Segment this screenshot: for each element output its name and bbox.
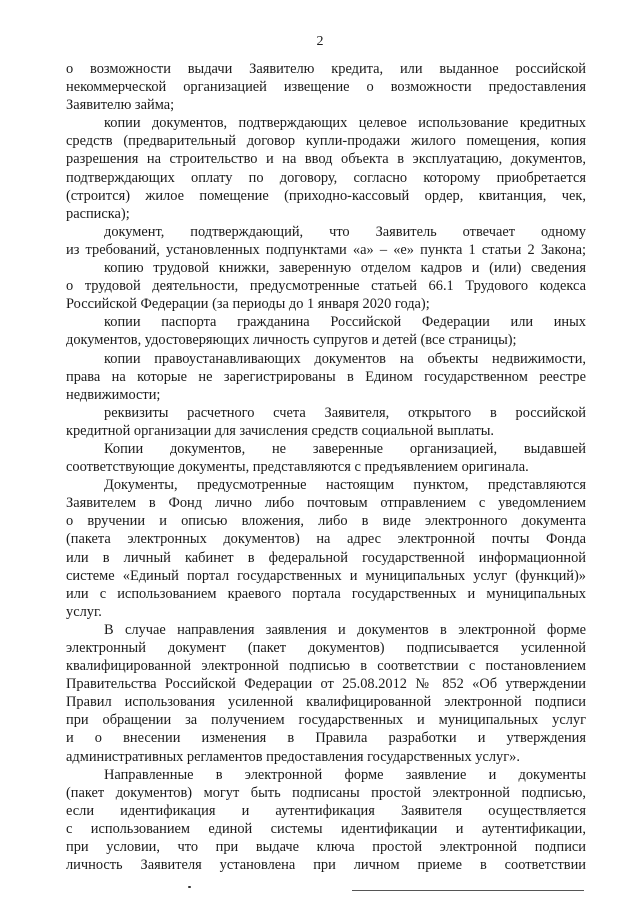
text-line: соответствующие документы, представляются с предъявлением оригинала. [66, 459, 529, 476]
scan-edge-line [352, 890, 584, 891]
text-line: разрешения на строительство и на ввод объекта в эксплуатацию, документов, [66, 151, 586, 168]
text-line: расписка); [66, 205, 130, 222]
text-line: системе «Единый портал государственных и муниципальных услуг (функций)» [66, 567, 586, 584]
text-line: копию трудовой книжки, заверенную отделом кадров и (или) сведения [104, 260, 586, 277]
text-line: (пакет документов) могут быть подписаны простой электронной подписью, [66, 784, 586, 801]
text-line: В случае направления заявления и документов в электронной форме [104, 621, 586, 638]
text-line: при условии, что при выдаче ключа простой электронной подписи [66, 839, 586, 856]
text-line: кредитной организации для зачисления средств социальной выплаты. [66, 422, 495, 439]
text-line: реквизиты расчетного счета Заявителя, открытого в российской [104, 404, 586, 421]
text-line: о вручении и описью вложения, либо в виде электронного документа [66, 513, 586, 530]
text-line: копии документов, подтверждающих целевое использование кредитных [104, 115, 586, 132]
text-line: документов, удостоверяющих личность супругов и детей (все страницы); [66, 332, 517, 349]
text-line: или в личный кабинет в федеральной государственной информационной [66, 549, 586, 566]
text-line: электронный документ (пакет документов) подписывается усиленной [66, 640, 586, 656]
text-line: Документы, предусмотренные настоящим пунктом, представляются [104, 477, 586, 494]
text-line: Правительства Российской Федерации от 25.08.2012 № 852 «Об утверждении [66, 676, 586, 693]
text-line: (строится) жилое помещение (приходно-кассовый ордер, квитанция, чек, [66, 187, 586, 204]
text-line: о трудовой деятельности, предусмотренные статьей 66.1 Трудового кодекса [66, 278, 586, 295]
text-line: Российской Федерации (за периоды до 1 января 2020 года); [66, 296, 430, 313]
text-line: о возможности выдачи Заявителю кредита, или выданное российской [66, 61, 586, 77]
text-line: если идентификация и аутентификация Заявителя осуществляется [66, 802, 586, 819]
text-line: некоммерческой организацией извещение о возможности предоставления [66, 79, 586, 96]
text-line: средств (предварительный договор купли-продажи жилого помещения, копия [66, 133, 586, 150]
text-line: Заявителю займа; [66, 97, 175, 114]
text-line: копии паспорта гражданина Российской Федерации или иных [104, 314, 586, 331]
text-line: Направленные в электронной форме заявление и документы [104, 766, 586, 783]
text-line: документ, подтверждающий, что Заявитель отвечает одному [104, 223, 586, 240]
document-body [66, 60, 586, 874]
text-line: при обращении за получением государственных и муниципальных услуг [66, 712, 586, 729]
text-line: Копии документов, не заверенные организацией, выдавшей [104, 440, 586, 457]
text-line: подтверждающих оплату по договору, согласно которому приобретается [66, 169, 586, 186]
text-line: Заявителем в Фонд лично либо почтовым отправлением с уведомлением [66, 495, 586, 512]
text-line: с использованием единой системы идентификации и аутентификации, [66, 820, 586, 837]
text-line: недвижимости; [66, 386, 161, 403]
text-line: административных регламентов предоставления государственных услуг». [66, 748, 520, 765]
page-number: 2 [316, 34, 324, 49]
text-line: услуг. [66, 603, 102, 620]
text-line: (пакета электронных документов) на адрес электронной почты Фонда [66, 531, 586, 548]
text-line: копии правоустанавливающих документов на объекты недвижимости, [104, 350, 586, 367]
text-line: личность Заявителя установлена при личном приеме в соответствии [66, 857, 586, 874]
text-line: или с использованием краевого портала государственных и муниципальных [66, 585, 586, 602]
text-line: из требований, установленных подпунктами «а» – «е» пункта 1 статьи 2 Закона; [66, 241, 586, 258]
text-line: Правил использования усиленной квалифицированной электронной подписи [66, 694, 586, 711]
text-line: и о внесении изменения в Правила разработки и утверждения [66, 730, 586, 747]
text-line: квалифицированной электронной подписью в соответствии с постановлением [66, 658, 586, 675]
text-line: права на которые не зарегистрированы в Едином государственном реестре [66, 368, 586, 385]
scan-speck [188, 886, 191, 888]
